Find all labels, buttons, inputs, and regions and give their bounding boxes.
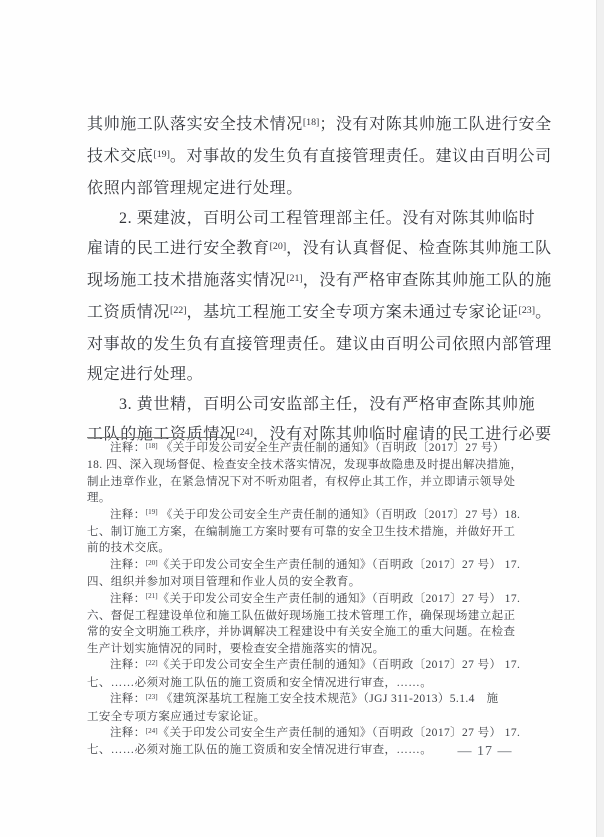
body-line [87, 204, 536, 234]
text-run: 工队的施工资质情况 [87, 426, 237, 443]
footnote-ref-superscript: [21] [145, 592, 158, 601]
footnote-line [87, 608, 524, 624]
footnote-line [87, 574, 524, 590]
text-run: 制止违章作业，在紧急情况下对不听劝阻者，有权停止其工作，并立即请示领导处 [87, 475, 516, 488]
text-run: 。 [535, 304, 552, 321]
text-run: 《关于印发公司安全生产责任制的通知》（百明政〔2017〕27 号） 17. [157, 558, 521, 571]
body-line [87, 360, 519, 390]
text-run: 规定进行处理。 [87, 366, 204, 383]
text-run: 《建筑深基坑工程施工安全技术规范》（JGJ 311-2013）5.1.4 施 [157, 693, 499, 706]
text-run: 七、……必须对施工队伍的施工资质和安全情况进行审查，……。 [87, 744, 433, 757]
text-run: ，没有对陈其帅临时雇请的民工进行必要 [252, 426, 552, 443]
text-run: 2. 栗建波，百明公司工程管理部主任。没有对陈其帅临时 [119, 210, 536, 227]
text-run: ，没有严格审查陈其帅施工队的施 [302, 272, 552, 289]
footnote-line [87, 557, 524, 574]
footnote-line [87, 540, 524, 556]
document-body-text [87, 110, 552, 452]
footnote-separator [87, 437, 235, 438]
text-run: 18. 四、深入现场督促、检查安全技术落实情况，发现事故隐患及时提出解决措施， [87, 459, 523, 472]
body-line [87, 390, 536, 420]
footnotes-section [87, 440, 524, 759]
text-run: 注释： [110, 659, 146, 672]
body-line [87, 266, 552, 298]
text-run: ，基坑工程施工安全专项方案未通过专家论证 [186, 304, 519, 321]
text-run: 常的安全文明施工秩序，并协调解决工程建设中有关安全施工的重大问题。在检查 [87, 626, 516, 639]
text-run: 注释： [110, 726, 146, 739]
text-run: 《关于印发公司安全生产责任制的通知》（百明政〔2017〕27 号） 17. [157, 726, 521, 739]
footnote-ref-superscript: [22] [145, 659, 158, 668]
body-line [87, 298, 552, 330]
text-run: 注释： [110, 508, 146, 521]
text-run: 注释： [110, 592, 146, 605]
text-run: 雇请的民工进行安全教育 [87, 240, 270, 257]
footnote-line [87, 507, 524, 524]
footnote-ref-superscript: [19] [153, 148, 170, 160]
footnote-ref-superscript: [19] [145, 508, 158, 517]
text-run: 理。 [87, 492, 111, 505]
text-run: 其帅施工队落实安全技术情况 [87, 116, 303, 133]
text-run: 注释： [110, 558, 146, 571]
footnote-ref-superscript: [20] [145, 558, 158, 567]
text-run: 对事故的发生负有直接管理责任。建议由百明公司依照内部管理 [87, 336, 552, 353]
footnote-line [87, 490, 524, 506]
text-run: 七、制订施工方案，在编制施工方案时要有可靠的安全卫生技术措施，并做好开工 [87, 526, 516, 539]
footnote-ref-superscript: [22] [170, 304, 187, 316]
footnote-line [87, 709, 524, 725]
text-run: 六、督促工程建设单位和施工队伍做好现场施工技术管理工作，确保现场建立起正 [87, 610, 516, 623]
text-run: 生产计划实施情况的同时，要检查安全措施落实的情况。 [87, 642, 385, 655]
text-run: 。对事故的发生负有直接管理责任。建议由百明公司 [169, 148, 552, 165]
footnote-line [87, 641, 524, 657]
text-run: 技术交底 [87, 148, 154, 165]
footnote-line [87, 624, 524, 640]
footnote-ref-superscript: [21] [286, 272, 303, 284]
text-run: 《关于印发公司安全生产责任制的通知》（百明政〔2017〕27 号） 17. [157, 592, 521, 605]
text-run: 七、……必须对施工队伍的施工资质和安全情况进行审查，……。 [87, 676, 433, 689]
page-number: — 17 — [457, 744, 513, 759]
text-run: 工资质情况 [87, 304, 171, 321]
footnote-ref-superscript: [24] [145, 726, 158, 735]
body-line [87, 330, 552, 360]
text-run: 《关于印发公司安全生产责任制的通知》（百明政〔2017〕27 号） [157, 442, 505, 454]
footnote-line [87, 691, 524, 708]
page-edge-shadow [596, 0, 604, 837]
footnote-line [87, 524, 524, 540]
footnote-ref-superscript: [18] [145, 441, 158, 450]
text-run: 现场施工技术措施落实情况 [87, 272, 287, 289]
footnote-line [87, 675, 524, 691]
body-line [87, 234, 552, 266]
footnote-ref-superscript: [24] [236, 426, 253, 438]
body-line [87, 174, 519, 204]
footnote-line [87, 657, 524, 674]
footnote-line [87, 474, 524, 490]
text-run: 前的技术交底。 [87, 542, 171, 555]
text-run: 注释： [110, 442, 146, 454]
text-run: ，没有认真督促、检查陈其帅施工队 [286, 240, 552, 257]
footnote-line [87, 457, 524, 473]
footnote-line [87, 440, 524, 457]
text-run: 《关于印发公司安全生产责任制的通知》（百明政〔2017〕27 号）18. [157, 508, 521, 521]
text-run: ；没有对陈其帅施工队进行安全 [319, 116, 552, 133]
footnote-line [87, 591, 524, 608]
footnote-ref-superscript: [23] [518, 304, 536, 316]
footnote-ref-superscript: [20] [269, 240, 287, 252]
text-run: 四、组织并参加对项目管理和作业人员的安全教育。 [87, 576, 361, 589]
body-line [87, 110, 552, 142]
text-run: 依照内部管理规定进行处理。 [87, 180, 303, 197]
text-run: 《关于印发公司安全生产责任制的通知》（百明政〔2017〕27 号） 17. [157, 659, 521, 672]
footnote-line [87, 725, 524, 742]
body-line [87, 142, 552, 174]
text-run: 工安全专项方案应通过专家论证。 [87, 710, 266, 723]
footnote-ref-superscript: [18] [302, 116, 320, 128]
footnote-ref-superscript: [23] [145, 692, 158, 701]
text-run: 注释： [110, 693, 146, 706]
text-run: 3. 黄世精，百明公司安监部主任，没有严格审查陈其帅施 [119, 396, 536, 413]
